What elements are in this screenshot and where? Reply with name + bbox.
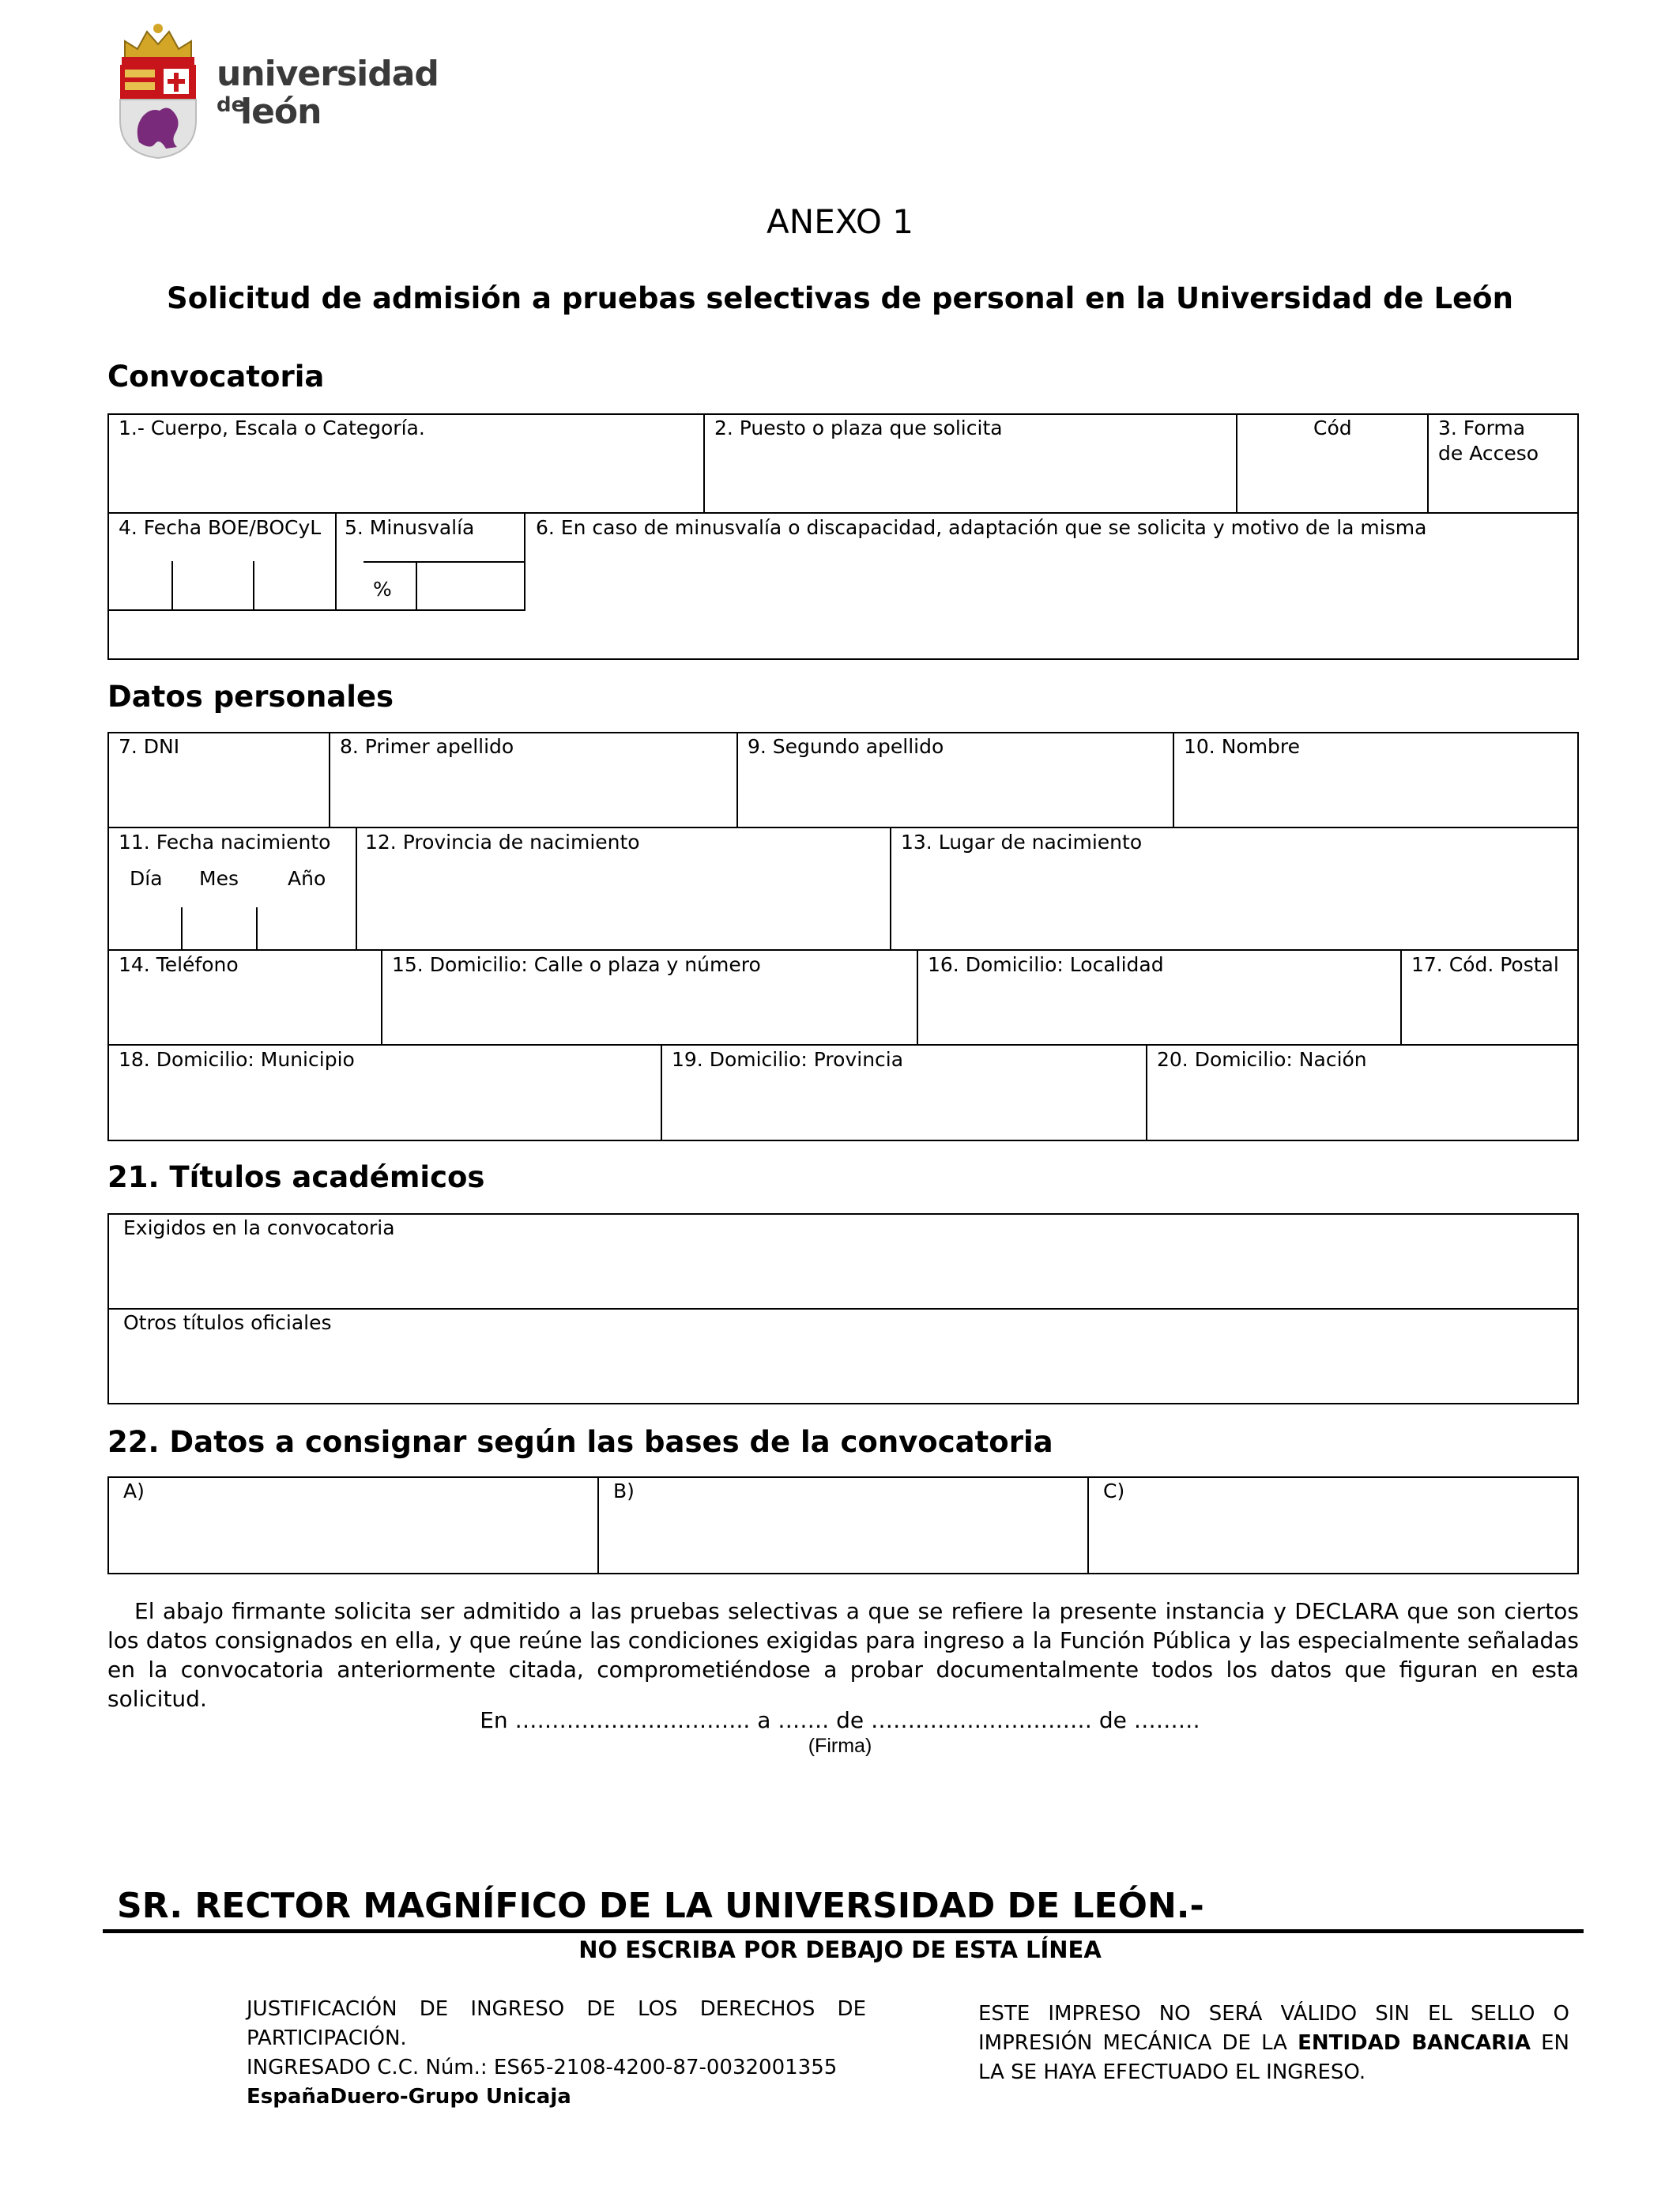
coat-of-arms-icon	[111, 17, 205, 160]
titulos-otros-label: Otros títulos oficiales	[123, 1311, 332, 1334]
fecha-dia-label: Día	[130, 867, 163, 890]
no-escriba-notice: NO ESCRIBA POR DEBAJO DE ESTA LÍNEA	[578, 1936, 1102, 1963]
field-provincia-label: 19. Domicilio: Provincia	[672, 1048, 904, 1071]
fecha-anio-label: Año	[288, 867, 326, 890]
bases-b-label: B)	[613, 1480, 635, 1502]
field-forma-acceso-label-1: 3. Forma	[1438, 417, 1526, 439]
fecha-mes-label: Mes	[199, 867, 239, 890]
form-subtitle: Solicitud de admisión a pruebas selectivas de personal en la Universidad de León	[167, 281, 1513, 315]
field-fecha-boe-label: 4. Fecha BOE/BOCyL	[119, 516, 322, 539]
field-segundo-apellido-label: 9. Segundo apellido	[748, 735, 944, 758]
field-cuerpo-escala-label: 1.- Cuerpo, Escala o Categoría.	[119, 417, 425, 439]
field-forma-acceso-label-2: de Acceso	[1438, 442, 1539, 465]
university-logo	[111, 17, 439, 160]
section-datos-consignar: 22. Datos a consignar según las bases de la convocatoria	[107, 1425, 1053, 1459]
field-primer-apellido-label: 8. Primer apellido	[340, 735, 514, 758]
field-nacion-label: 20. Domicilio: Nación	[1157, 1048, 1367, 1071]
validity-notice	[978, 2000, 1569, 2087]
field-fecha-nacimiento-label: 11. Fecha nacimiento	[119, 831, 331, 854]
justification-bank: EspañaDuero-Grupo Unicaja	[247, 2085, 571, 2109]
field-puesto-label: 2. Puesto o plaza que solicita	[714, 417, 1003, 439]
annex-title: ANEXO 1	[767, 202, 913, 241]
field-domicilio-localidad-label: 16. Domicilio: Localidad	[928, 953, 1164, 976]
justification-line-1: JUSTIFICACIÓN DE INGRESO DE LOS DERECHOS DE PARTICIPACIÓN.	[247, 1997, 866, 2050]
bases-a-label: A)	[123, 1480, 145, 1502]
percent-sign: %	[373, 578, 392, 601]
field-telefono-label: 14. Teléfono	[119, 953, 239, 976]
justification-account: INGRESADO C.C. Núm.: ES65-2108-4200-87-0032001355	[247, 2056, 838, 2079]
field-dni-label: 7. DNI	[119, 735, 180, 758]
payment-justification	[247, 1995, 866, 2112]
cut-line	[103, 1929, 1584, 1933]
logo-word-universidad: universidad	[217, 54, 439, 94]
bases-c-label: C)	[1103, 1480, 1125, 1502]
signature-line: En ………………………….. a ……. de ………………………… de ………	[480, 1707, 1200, 1733]
signature-firma-label: (Firma)	[808, 1735, 872, 1757]
field-nombre-label: 10. Nombre	[1184, 735, 1301, 758]
field-domicilio-calle-label: 15. Domicilio: Calle o plaza y número	[392, 953, 761, 976]
field-minusvalia-label: 5. Minusvalía	[345, 516, 475, 539]
validity-text-a: ESTE IMPRESO NO SERÁ VÁLIDO SIN EL SELLO O IMPRESIÓN MECÁNICA DE LA	[978, 2002, 1569, 2055]
field-lugar-nacimiento-label: 13. Lugar de nacimiento	[901, 831, 1143, 854]
section-titulos: 21. Títulos académicos	[107, 1160, 485, 1194]
field-adaptacion-label: 6. En caso de minusvalía o discapacidad, adaptación que se solicita y motivo de la misma	[536, 516, 1427, 539]
titulos-exigidos-label: Exigidos en la convocatoria	[123, 1216, 395, 1239]
field-municipio-label: 18. Domicilio: Municipio	[119, 1048, 355, 1071]
logo-word-leon: león	[240, 92, 322, 132]
section-datos-personales: Datos personales	[107, 680, 394, 714]
recipient-heading: SR. RECTOR MAGNÍFICO DE LA UNIVERSIDAD DE LEÓN.-	[117, 1886, 1204, 1926]
validity-text-c: EN LA SE HAYA EFECTUADO EL INGRESO.	[978, 2031, 1569, 2084]
declaration-text: El abajo firmante solicita ser admitido a las pruebas selectivas a que se refiere la presente instancia y DECLARA que son ciertos los datos consignados en ella, y que reúne las condiciones exigidas para ingreso a la Función Pública y las especialmente señaladas en la convocatoria anteriormente citada, comprometiéndose a probar documentalmente todos los datos que figuran en esta solicitud.	[107, 1598, 1579, 1712]
field-provincia-nacimiento-label: 12. Provincia de nacimiento	[365, 831, 640, 854]
logo-word-de: de	[217, 93, 246, 117]
bases-table	[107, 1476, 1579, 1574]
validity-text-bold: ENTIDAD BANCARIA	[1298, 2031, 1531, 2055]
field-cod-postal-label: 17. Cód. Postal	[1411, 953, 1559, 976]
field-cod-label: Cód	[1313, 417, 1352, 439]
section-convocatoria: Convocatoria	[107, 360, 325, 394]
